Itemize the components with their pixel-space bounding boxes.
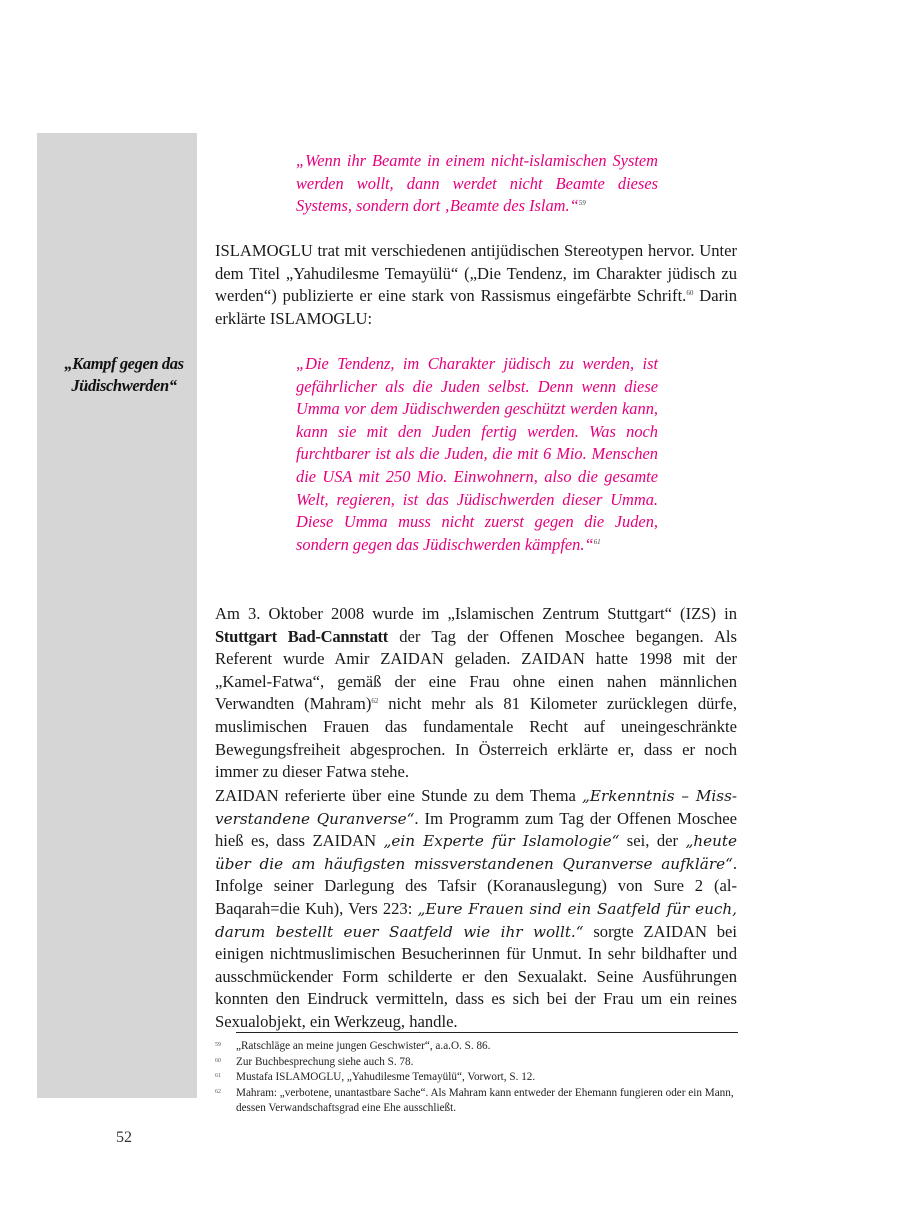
footnote-number: 60 xyxy=(215,1057,221,1064)
footnote-ref-61[interactable]: 61 xyxy=(593,537,601,546)
paragraph-3-italic-4: „Eure Frauen sind ein Saatfeld für euch, darum bestellt euer Saatfeld wie ihr wollt.“ xyxy=(215,899,737,941)
paragraph-2 xyxy=(215,603,737,784)
footnote-61 xyxy=(215,1070,737,1086)
footnote-number: 61 xyxy=(215,1073,221,1079)
footnote-62 xyxy=(215,1086,737,1117)
paragraph-2-text-a: Am 3. Oktober 2008 wurde im „Islamischen Zentrum Stuttgart“ (IZS) in xyxy=(215,604,737,623)
margin-note-line-1: „Kampf gegen das xyxy=(64,354,184,373)
footnote-text: Zur Buchbesprechung siehe auch S. 78. xyxy=(236,1055,414,1068)
footnotes xyxy=(215,1039,737,1117)
footnote-text: Mahram: „verbotene, unantastbare Sache“. Als Mahram kann entweder der Ehemann fungieren oder ein Mann, dessen Verwandschaftsgrad eine Ehe ausschließt. xyxy=(236,1086,734,1114)
location-emphasis: Stuttgart Bad-Cannstatt xyxy=(215,626,389,646)
footnote-number: 62 xyxy=(215,1088,221,1095)
paragraph-2-text-b: der Tag der Offenen Moschee begangen. Als Referent wurde Amir ZAIDAN geladen. ZAIDAN hatte 1998 mit der „Kamel-Fatwa“, gemäß der eine Frau ohne einen nahen männlichen Verwandten (Mahram) xyxy=(215,626,737,714)
footnote-59 xyxy=(215,1039,737,1055)
paragraph-3-text-5: sorgte ZAIDAN bei einigen nichtmuslimischen Besucherinnen für Unmut. In sehr bildhafter und ausschmückender Form schilderte er den Sexualakt. Seine Ausführungen konnten den Eindruck vermitteln, dass es sich bei der Frau um ein reines Sexualobjekt, ein Werkzeug, handle. xyxy=(215,921,737,1031)
margin-band xyxy=(37,133,197,1098)
paragraph-3-italic-3: „heute über die am häufigsten missverstandenen Quranverse aufkläre“ xyxy=(215,832,737,873)
footnote-number: 59 xyxy=(215,1042,221,1048)
paragraph-3-text-1: ZAIDAN referierte über eine Stunde zu dem Thema xyxy=(215,786,583,805)
block-quote-2 xyxy=(296,353,658,556)
block-quote-1 xyxy=(296,150,658,218)
paragraph-3-italic-2: „ein Experte für Islamologie“ xyxy=(383,832,620,851)
paragraph-3-text-3: sei, der xyxy=(619,831,686,851)
paragraph-3-text-2: . Im Programm zum Tag der Offenen Moschee hieß es, dass ZAIDAN xyxy=(215,808,738,851)
paragraph-2-text-c: nicht mehr als 81 Kilometer zurücklegen dürfe, muslimischen Frauen das fundamentale Recht auf uneingeschränkte Bewegungsfreiheit abgesprochen. In Österreich erklärte er, dass er noch immer zu dieser Fatwa stehe. xyxy=(215,694,737,782)
page-number: 52 xyxy=(116,1129,132,1146)
paragraph-1-text-a: ISLAMOGLU trat mit verschiedenen antijüdischen Stereotypen hervor. Unter dem Titel „Yahudilesme Temayülü“ („Die Tendenz, im Charakter jüdisch zu werden“) publizierte er eine stark von Rassismus eingefärbte Schrift. xyxy=(215,241,737,306)
footnote-divider xyxy=(236,1032,738,1033)
footnote-ref-62[interactable]: 62 xyxy=(371,697,379,706)
paragraph-3-text-4: . Infolge seiner Darlegung des Tafsir (Koranauslegung) von Sure 2 (al-Baqarah=die Kuh), Vers 223: xyxy=(215,853,737,918)
block-quote-1-text: „Wenn ihr Beamte in einem nicht-islamischen System werden wollt, dann werdet nicht Beamte dieses Systems, sondern dort ‚Beamte des Islam.“ xyxy=(296,151,658,216)
margin-note xyxy=(40,353,208,397)
paragraph-3 xyxy=(215,785,737,1034)
paragraph-3-italic-1: „Erkenntnis – Missverstandene Quranverse“ xyxy=(215,787,737,828)
footnote-text: Mustafa ISLAMOGLU, „Yahudilesme Temayülü“, Vorwort, S. 12. xyxy=(236,1071,536,1083)
footnote-ref-59[interactable]: 59 xyxy=(578,199,586,208)
footnote-60 xyxy=(215,1055,737,1071)
block-quote-2-text: „Die Tendenz, im Charakter jüdisch zu werden, ist gefährlicher als die Juden selbst. Denn wenn diese Umma vor dem Jüdischwerden geschützt werden kann, kann sie mit den Juden fertig werden. Was noch furchtbarer ist als die Juden, die mit 6 Mio. Menschen die USA mit 250 Mio. Einwohnern, also die gesamte Welt, regieren, ist das Jüdischwerden dieser Umma. Diese Umma muss nicht zuerst gegen die Juden, sondern gegen das Jüdischwerden kämpfen.“ xyxy=(296,354,658,554)
footnote-text: „Ratschläge an meine jungen Geschwister“, a.a.O. S. 86. xyxy=(236,1040,491,1052)
paragraph-1-text-b: Darin erklärte ISLAMOGLU: xyxy=(215,286,737,328)
footnote-ref-60[interactable]: 60 xyxy=(686,289,694,298)
margin-note-line-2: Jüdischwerden“ xyxy=(71,376,177,395)
paragraph-1 xyxy=(215,240,737,330)
